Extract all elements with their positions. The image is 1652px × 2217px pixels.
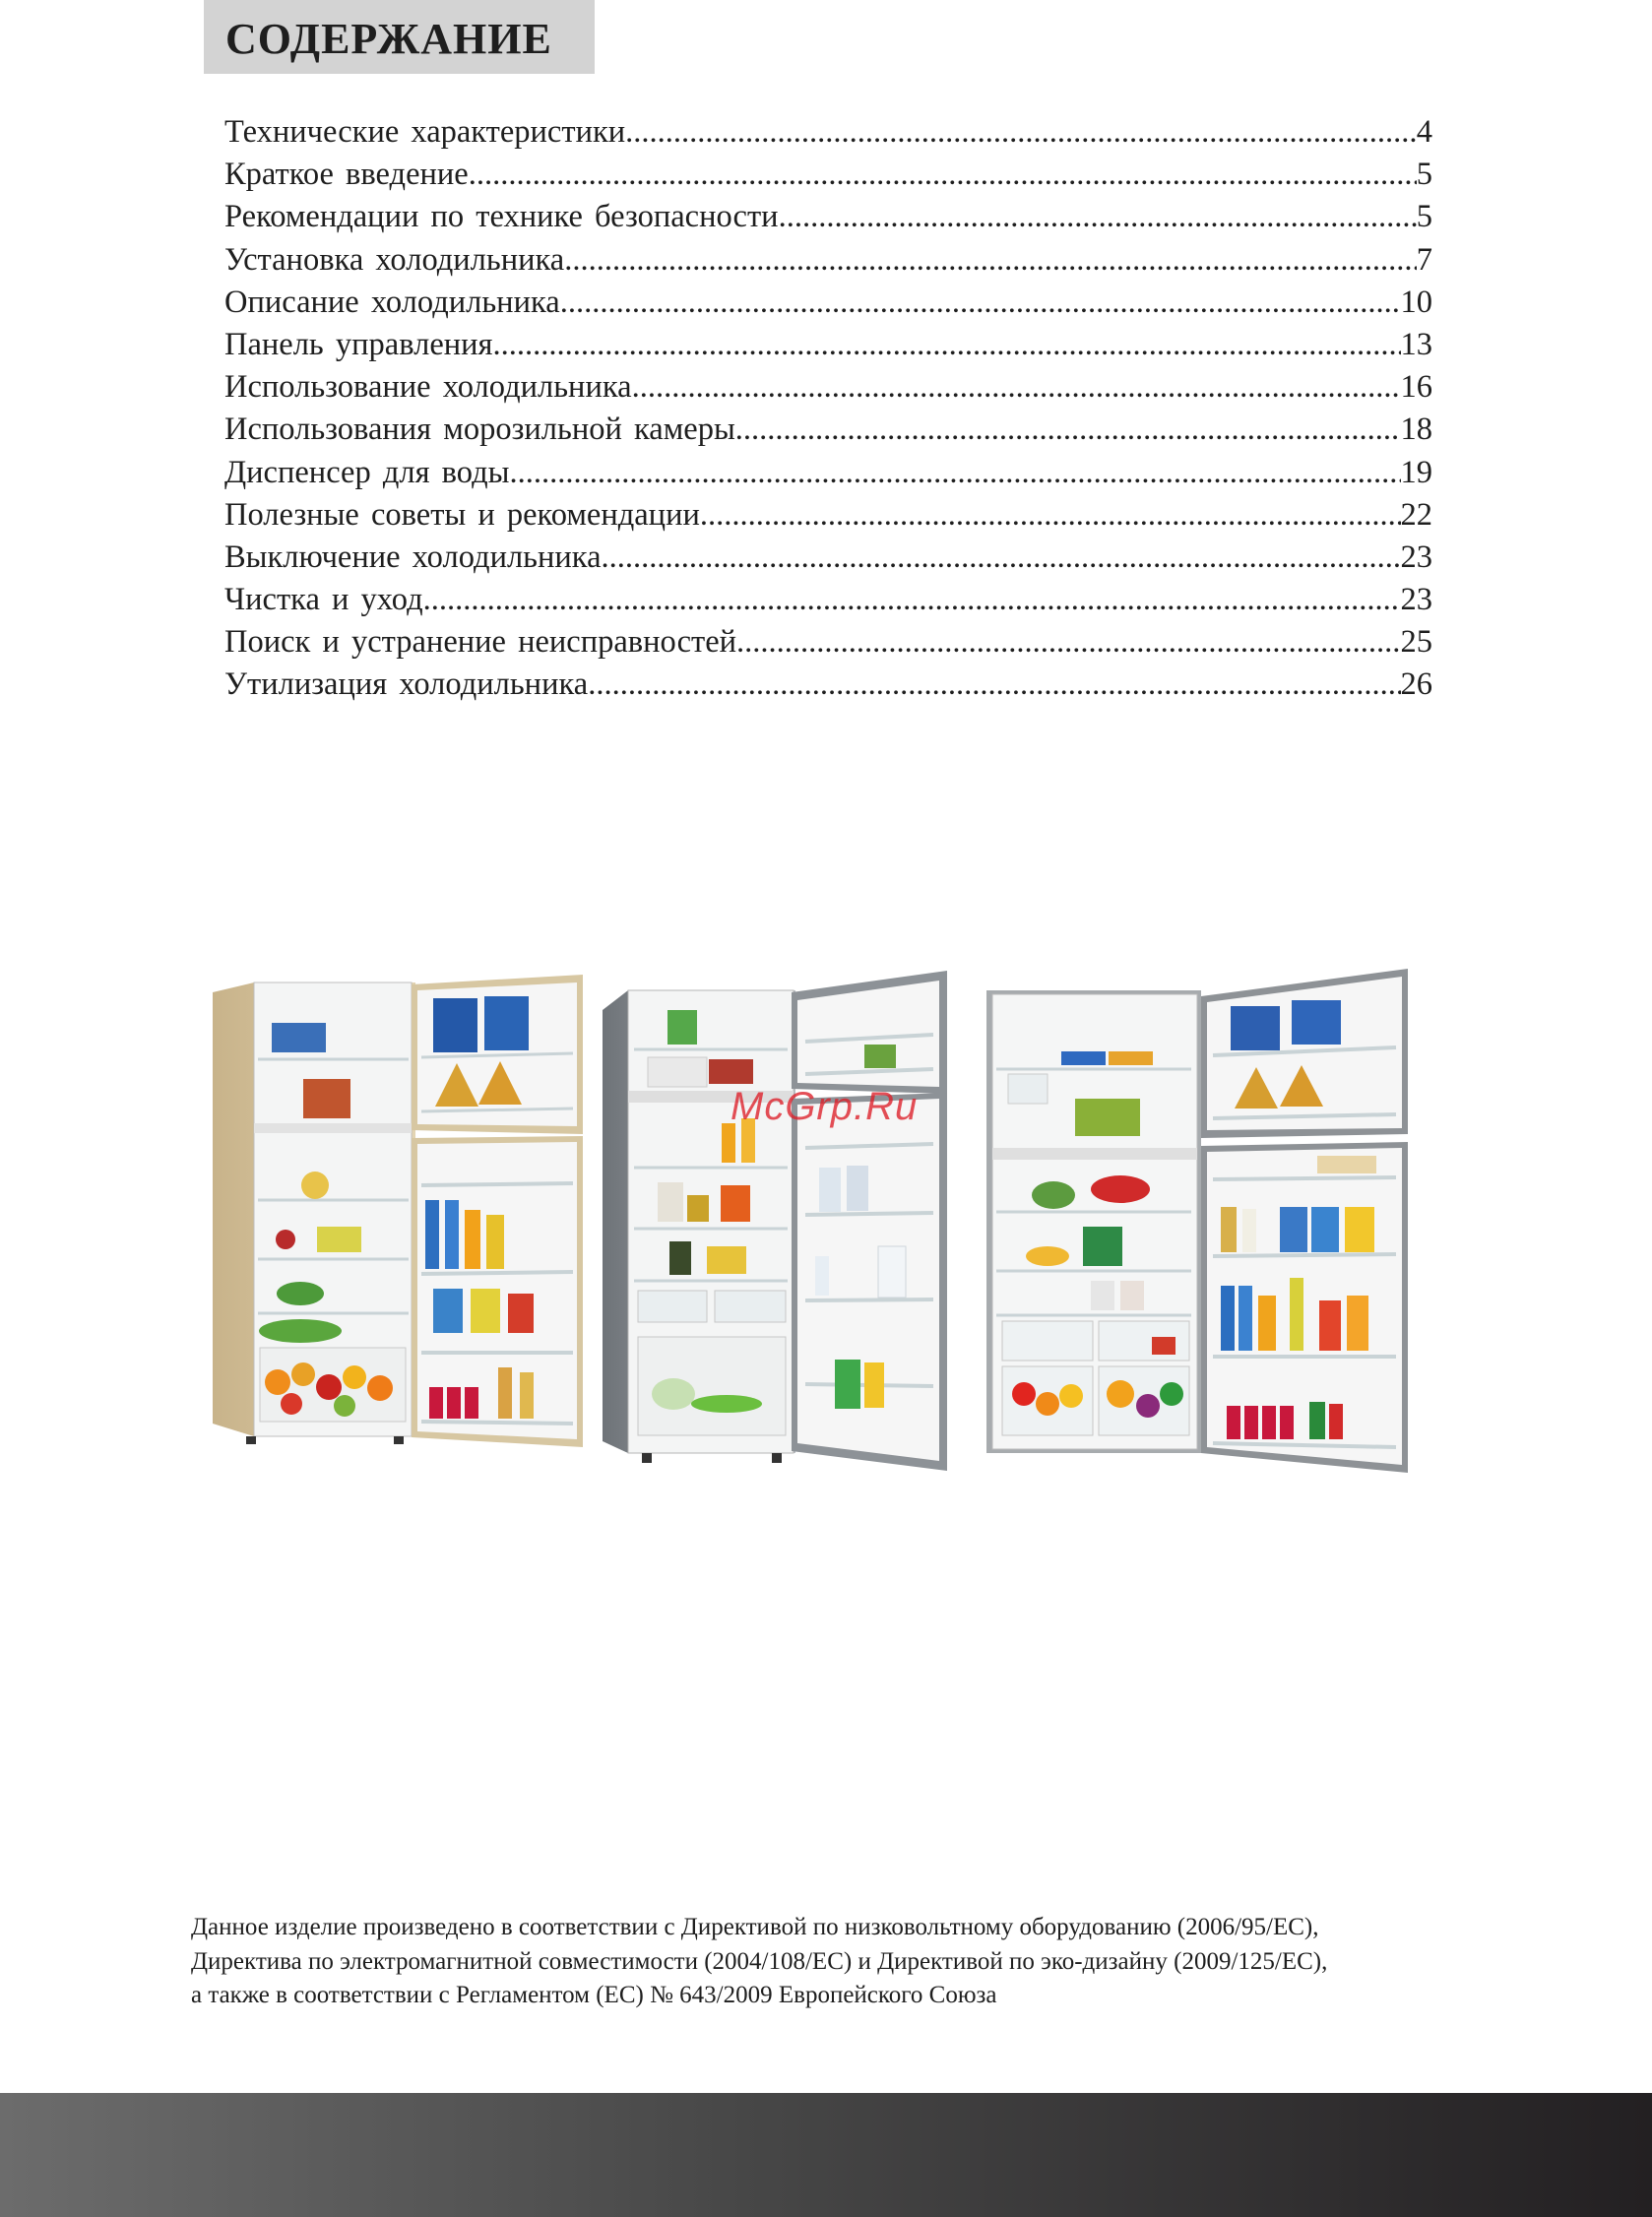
page-title: СОДЕРЖАНИЕ <box>225 15 552 63</box>
toc-entry-page: 10 <box>1400 284 1432 320</box>
toc-entry-page: 16 <box>1400 369 1432 406</box>
toc-entry[interactable] <box>224 111 1432 154</box>
toc-leader-dots <box>602 537 1401 579</box>
toc-entry[interactable] <box>224 452 1432 494</box>
toc-entry[interactable] <box>224 579 1432 621</box>
toc-entry-page: 18 <box>1400 412 1432 448</box>
toc-entry-page: 25 <box>1400 624 1432 661</box>
toc-entry-title: Чистка и уход <box>224 582 423 618</box>
toc-entry-page: 5 <box>1416 157 1432 193</box>
compliance-line: а также в соответствии с Регламентом (ЕС) № 643/2009 Европейского Союза <box>191 1982 997 2008</box>
toc-entry-title: Утилизация холодильника <box>224 666 589 703</box>
toc-entry-title: Технические характеристики <box>224 114 626 150</box>
toc-entry-title: Описание холодильника <box>224 284 560 320</box>
refrigerator-steel-open-icon <box>985 961 1418 1478</box>
toc-entry-title: Диспенсер для воды <box>224 454 510 490</box>
toc-entry-page: 13 <box>1400 326 1432 362</box>
toc-leader-dots <box>469 154 1417 196</box>
toc-leader-dots <box>736 621 1400 664</box>
toc-entry-page: 4 <box>1416 114 1432 150</box>
toc-entry-page: 26 <box>1400 666 1432 703</box>
toc-leader-dots <box>779 196 1417 238</box>
toc-entry-title: Поиск и устранение неисправностей <box>224 624 737 661</box>
toc-entry[interactable] <box>224 366 1432 409</box>
toc-entry[interactable] <box>224 537 1432 579</box>
toc-entry[interactable] <box>224 282 1432 324</box>
toc-entry-title: Краткое введение <box>224 157 469 193</box>
toc-leader-dots <box>509 452 1400 494</box>
toc-leader-dots <box>564 239 1417 282</box>
contents-heading-box <box>204 0 595 74</box>
footer-band <box>0 2093 1652 2217</box>
compliance-line: Данное изделие произведено в соответствии с Директивой по низковольтному оборудованию (2006/95/EC), <box>191 1914 1319 1940</box>
toc-entry[interactable] <box>224 324 1432 366</box>
compliance-note <box>191 1911 1491 2013</box>
toc-leader-dots <box>632 366 1401 409</box>
toc-entry[interactable] <box>224 239 1432 282</box>
toc-entry-page: 19 <box>1400 454 1432 490</box>
toc-entry[interactable] <box>224 409 1432 451</box>
toc-leader-dots <box>588 664 1400 706</box>
toc-entry-page: 22 <box>1400 496 1432 533</box>
toc-entry-title: Использования морозильной камеры <box>224 412 735 448</box>
refrigerator-beige-open-icon <box>207 969 586 1451</box>
toc-entry[interactable] <box>224 154 1432 196</box>
toc-entry[interactable] <box>224 664 1432 706</box>
toc-entry-page: 5 <box>1416 199 1432 235</box>
toc-leader-dots <box>700 494 1401 537</box>
product-photos <box>207 961 1418 1473</box>
toc-entry-title: Панель управления <box>224 326 493 362</box>
toc-entry[interactable] <box>224 196 1432 238</box>
toc-entry-title: Использование холодильника <box>224 369 632 406</box>
toc-entry-title: Выключение холодильника <box>224 538 602 575</box>
toc-entry-page: 23 <box>1400 582 1432 618</box>
watermark-text: McGrp.Ru <box>731 1085 919 1128</box>
toc-entry[interactable] <box>224 621 1432 664</box>
toc-leader-dots <box>560 282 1401 324</box>
refrigerator-silver-open-icon <box>599 971 963 1473</box>
toc-entry-page: 23 <box>1400 538 1432 575</box>
compliance-line: Директива по электромагнитной совместимости (2004/108/EC) и Директивой по эко-дизайну (2009/125/EC), <box>191 1947 1328 1975</box>
toc-entry[interactable] <box>224 494 1432 537</box>
toc-leader-dots <box>735 409 1401 451</box>
toc-entry-title: Полезные советы и рекомендации <box>224 496 700 533</box>
toc-entry-title: Установка холодильника <box>224 241 565 278</box>
table-of-contents <box>224 111 1432 707</box>
toc-leader-dots <box>493 324 1401 366</box>
toc-entry-title: Рекомендации по технике безопасности <box>224 199 779 235</box>
toc-leader-dots <box>625 111 1417 154</box>
toc-leader-dots <box>423 579 1401 621</box>
toc-entry-page: 7 <box>1416 241 1432 278</box>
